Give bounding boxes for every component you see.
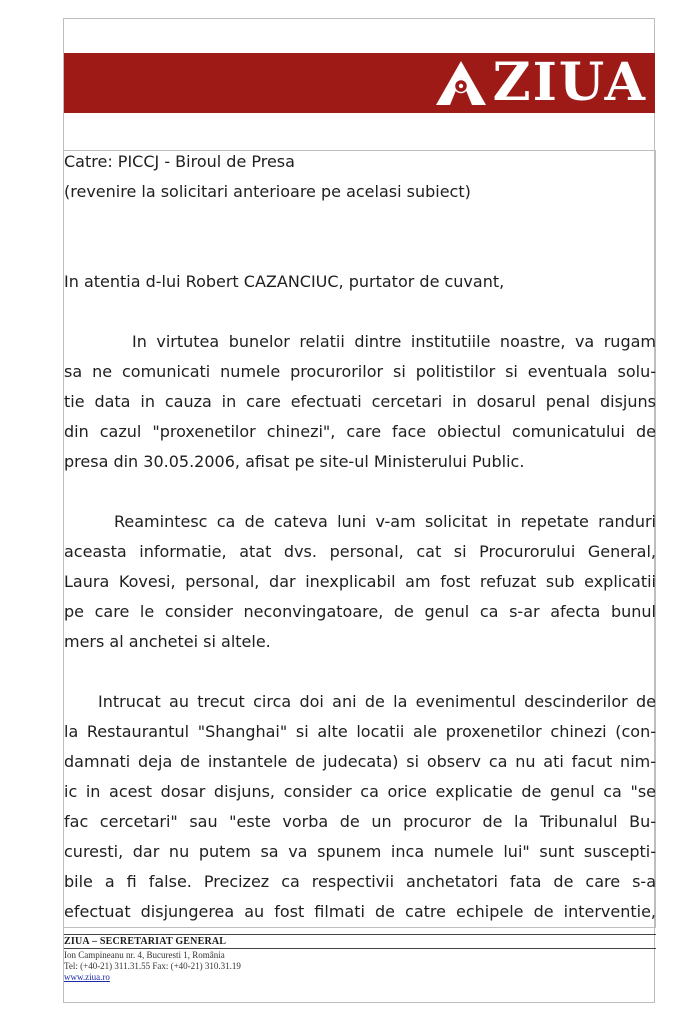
footer-title: ZIUA – SECRETARIAT GENERAL bbox=[64, 936, 227, 947]
paragraph-line: fac cercetari" sau "este vorba de un procuror de la Tribunalul Bu- bbox=[64, 812, 656, 831]
header-banner bbox=[64, 53, 655, 113]
ziua-logo bbox=[435, 53, 647, 113]
paragraph-line: efectuat disjungerea au fost filmati de catre echipele de interventie, bbox=[64, 902, 656, 921]
paragraph-2 bbox=[64, 507, 656, 657]
paragraph-line: In virtutea bunelor relatii dintre institutiile noastre, va rugam bbox=[132, 332, 656, 351]
subject-line: (revenire la solicitari anterioare pe acelasi subiect) bbox=[64, 182, 471, 201]
paragraph-line: pe care le consider neconvingatoare, de genul ca s-ar afecta bunul bbox=[64, 602, 656, 621]
paragraph-line: la Restaurantul "Shanghai" si alte locatii ale proxenetilor chinezi (con- bbox=[64, 722, 656, 741]
paragraph-line: mers al anchetei si altele. bbox=[64, 632, 271, 651]
paragraph-line: sa ne comunicati numele procurorilor si politistilor si eventuala solu- bbox=[64, 362, 656, 381]
paragraph-line: Reamintesc ca de cateva luni v-am solicitat in repetate randuri bbox=[114, 512, 656, 531]
paragraph-1 bbox=[64, 327, 656, 477]
paragraph-line: curesti, dar nu putem sa va spunem inca numele lui" sunt suscepti- bbox=[64, 842, 656, 861]
logo-wordmark: ZIUA bbox=[492, 52, 647, 113]
paragraph-3 bbox=[64, 687, 656, 927]
paragraph-line: damnati deja de instantele de judecata) si observ ca nu ati facut nim- bbox=[64, 752, 656, 771]
recipient-line: Catre: PICCJ - Biroul de Presa bbox=[64, 152, 295, 171]
footer-website-link[interactable]: www.ziua.ro bbox=[64, 972, 110, 982]
letterhead-footer bbox=[64, 935, 656, 983]
paragraph-line: presa din 30.05.2006, afisat pe site-ul Ministerului Public. bbox=[64, 452, 525, 471]
paragraph-line: ic in acest dosar disjuns, consider ca orice explicatie de genul ca "se bbox=[64, 782, 656, 801]
paragraph-line: din cazul "proxenetilor chinezi", care face obiectul comunicatului de bbox=[64, 422, 656, 441]
ziua-triangle-icon bbox=[435, 60, 487, 106]
footer-phone: Tel: (+40-21) 311.31.55 Fax: (+40-21) 310.31.19 bbox=[64, 961, 241, 971]
attention-line: In atentia d-lui Robert CAZANCIUC, purtator de cuvant, bbox=[64, 272, 505, 291]
paragraph-line: Intrucat au trecut circa doi ani de la evenimentul descinderilor de bbox=[98, 692, 656, 711]
footer-address: Ion Campineanu nr. 4, Bucuresti 1, România bbox=[64, 950, 225, 960]
paragraph-line: aceasta informatie, atat dvs. personal, cat si Procurorului General, bbox=[64, 542, 656, 561]
paragraph-line: bile a fi false. Precizez ca respectivii anchetatori fata de care s-a bbox=[64, 872, 656, 891]
paragraph-line: Laura Kovesi, personal, dar inexplicabil am fost refuzat sub explicatii bbox=[64, 572, 656, 591]
letter-body bbox=[64, 147, 656, 927]
paragraph-line: tie data in cauza in care efectuati cercetari in dosarul penal disjuns bbox=[64, 392, 656, 411]
